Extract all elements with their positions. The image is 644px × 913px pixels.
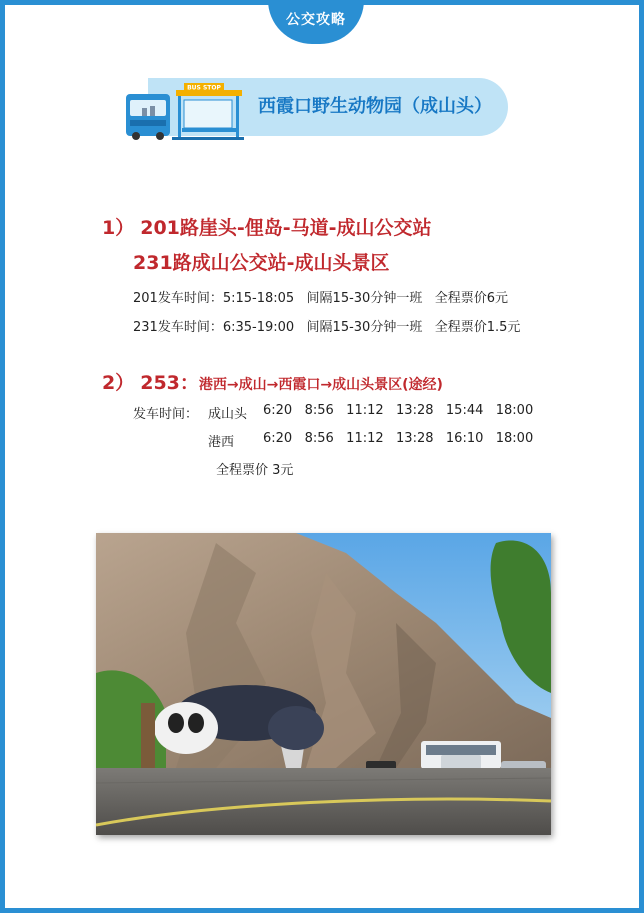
route-heading-231: 231路成山公交站-成山头景区: [133, 252, 390, 274]
route-heading-201: [102, 213, 432, 240]
route-201-info: 201发车时间：5:15-18:05 间隔15-30分钟一班 全程票价6元: [133, 291, 509, 306]
section1-number: 1）: [102, 217, 135, 239]
route-253-number: 253：: [140, 372, 199, 394]
scenic-photo: [96, 533, 551, 835]
route-253-path: 港西→成山→西霞口→成山头景区(途经): [198, 377, 443, 393]
section-tab-label: 公交攻略: [286, 12, 346, 28]
section2-number: 2）: [102, 372, 135, 394]
schedule-times-1: 6:20 8:56 11:12 13:28 15:44 18:00: [263, 403, 534, 418]
bus-icon: [126, 94, 170, 140]
schedule-stop-2: 港西: [208, 435, 235, 450]
route-201-text: 201路崖头-俚岛-马道-成山公交站: [140, 217, 432, 239]
schedule-stop-1: 成山头: [208, 407, 248, 422]
schedule-label: 发车时间：: [133, 407, 199, 422]
bus-stop-sign: BUS STOP: [187, 84, 221, 92]
bus-stop-illustration: [124, 82, 244, 142]
scenic-photo-image: [96, 533, 551, 835]
page-title: 西霞口野生动物园（成山头）: [258, 96, 492, 117]
shelter-icon: [172, 90, 244, 140]
schedule-times-2: 6:20 8:56 11:12 13:28 16:10 18:00: [263, 431, 534, 446]
route-231-info: 231发车时间：6:35-19:00 间隔15-30分钟一班 全程票价1.5元: [133, 320, 521, 335]
route-heading-253: [102, 368, 443, 395]
fare-253: 全程票价 3元: [216, 463, 294, 478]
